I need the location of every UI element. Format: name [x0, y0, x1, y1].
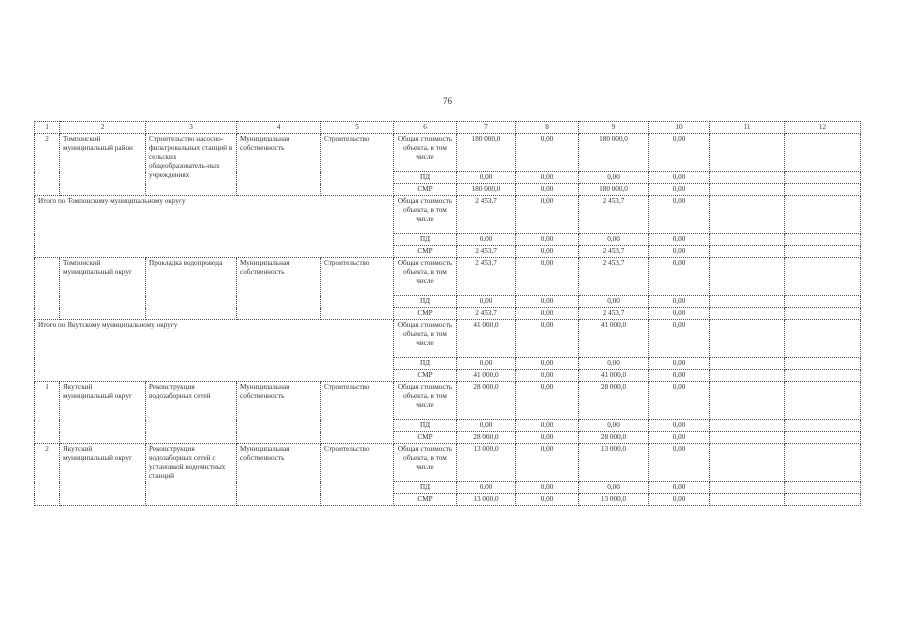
value-cell: 0,00 [516, 432, 579, 444]
value-cell: 0,00 [516, 234, 579, 246]
value-cell: 2 453,7 [579, 308, 649, 320]
value-cell: 28 000,0 [579, 432, 649, 444]
value-cell: 180 000,0 [457, 184, 516, 196]
value-cell: 0,00 [516, 444, 579, 482]
value-cell: 0,00 [579, 172, 649, 184]
empty-cell [785, 246, 861, 258]
empty-cell [785, 482, 861, 494]
value-cell: 0,00 [516, 134, 579, 172]
value-cell: 0,00 [649, 172, 710, 184]
cost-type-cell: Общая стоимость объекта, в том числе [394, 258, 457, 296]
value-cell: 0,00 [649, 184, 710, 196]
cost-type-cell: Общая стоимость объекта, в том числе [394, 134, 457, 172]
value-cell: 2 453,7 [457, 258, 516, 296]
cost-type-cell: ПД [394, 172, 457, 184]
empty-cell [785, 420, 861, 432]
cost-type-cell: ПД [394, 358, 457, 370]
value-cell: 0,00 [516, 382, 579, 420]
value-cell: 180 000,0 [579, 134, 649, 172]
value-cell: 0,00 [649, 196, 710, 234]
column-number: 8 [516, 122, 579, 134]
value-cell: 2 453,7 [579, 246, 649, 258]
empty-cell [785, 234, 861, 246]
value-cell: 0,00 [649, 432, 710, 444]
value-cell: 0,00 [649, 382, 710, 420]
municipality-cell: Якутский муниципальный округ [60, 382, 146, 444]
empty-cell [710, 494, 785, 506]
value-cell: 0,00 [457, 482, 516, 494]
value-cell: 0,00 [457, 358, 516, 370]
value-cell: 0,00 [516, 370, 579, 382]
value-cell: 0,00 [649, 358, 710, 370]
value-cell: 0,00 [579, 358, 649, 370]
cost-type-cell: СМР [394, 494, 457, 506]
empty-cell [710, 296, 785, 308]
value-cell: 0,00 [516, 494, 579, 506]
value-cell: 28 000,0 [579, 382, 649, 420]
cost-type-cell: ПД [394, 296, 457, 308]
object-name-cell: Прокладка водопровода [146, 258, 237, 320]
cost-type-cell: СМР [394, 184, 457, 196]
cost-type-cell: Общая стоимость объекта, в том числе [394, 382, 457, 420]
empty-cell [785, 258, 861, 296]
empty-cell [785, 308, 861, 320]
empty-cell [710, 172, 785, 184]
column-number: 7 [457, 122, 516, 134]
cost-type-cell: СМР [394, 370, 457, 382]
value-cell: 2 453,7 [457, 308, 516, 320]
ownership-cell: Муниципальная собственность [237, 258, 321, 320]
total-row [35, 196, 861, 234]
table-row [35, 382, 861, 420]
value-cell: 0,00 [649, 134, 710, 172]
municipality-cell: Томпонский муниципальный район [60, 134, 146, 196]
empty-cell [710, 482, 785, 494]
empty-cell [785, 382, 861, 420]
empty-cell [785, 184, 861, 196]
value-cell: 0,00 [649, 494, 710, 506]
cost-type-cell: ПД [394, 420, 457, 432]
column-number: 9 [579, 122, 649, 134]
cost-type-cell: Общая стоимость объекта, в том числе [394, 320, 457, 358]
value-cell: 41 000,0 [457, 370, 516, 382]
value-cell: 0,00 [457, 420, 516, 432]
column-number: 12 [785, 122, 861, 134]
row-number [35, 258, 60, 320]
value-cell: 28 000,0 [457, 382, 516, 420]
total-row [35, 320, 861, 358]
cost-type-cell: ПД [394, 234, 457, 246]
page-number: 76 [443, 96, 452, 106]
value-cell: 41 000,0 [579, 320, 649, 358]
cost-type-cell: СМР [394, 432, 457, 444]
column-number: 5 [321, 122, 394, 134]
column-number: 1 [35, 122, 60, 134]
empty-cell [785, 196, 861, 234]
column-number: 10 [649, 122, 710, 134]
column-number: 4 [237, 122, 321, 134]
value-cell: 0,00 [516, 246, 579, 258]
value-cell: 2 453,7 [457, 246, 516, 258]
value-cell: 0,00 [516, 258, 579, 296]
empty-cell [710, 444, 785, 482]
empty-cell [785, 494, 861, 506]
value-cell: 41 000,0 [579, 370, 649, 382]
cost-type-cell: ПД [394, 482, 457, 494]
table-row [35, 134, 861, 172]
empty-cell [785, 370, 861, 382]
empty-cell [710, 382, 785, 420]
empty-cell [785, 296, 861, 308]
value-cell: 0,00 [649, 482, 710, 494]
work-type-cell: Строительство [321, 134, 394, 196]
column-number: 6 [394, 122, 457, 134]
object-name-cell: Реконструкция водозаборных сетей с установкой водочистных станций [146, 444, 237, 506]
value-cell: 0,00 [516, 296, 579, 308]
cost-type-cell: Общая стоимость объекта, в том числе [394, 444, 457, 482]
table-row [35, 258, 861, 296]
empty-cell [710, 246, 785, 258]
value-cell: 13 000,0 [457, 494, 516, 506]
empty-cell [785, 444, 861, 482]
empty-cell [710, 320, 785, 358]
municipality-cell: Томпонский муниципальный округ [60, 258, 146, 320]
cost-type-cell: СМР [394, 246, 457, 258]
value-cell: 2 453,7 [579, 258, 649, 296]
empty-cell [710, 196, 785, 234]
ownership-cell: Муниципальная собственность [237, 444, 321, 506]
empty-cell [710, 184, 785, 196]
column-number: 2 [60, 122, 146, 134]
empty-cell [785, 432, 861, 444]
empty-cell [710, 308, 785, 320]
empty-cell [785, 172, 861, 184]
value-cell: 0,00 [516, 320, 579, 358]
value-cell: 13 000,0 [457, 444, 516, 482]
value-cell: 0,00 [516, 482, 579, 494]
value-cell: 0,00 [649, 444, 710, 482]
value-cell: 28 000,0 [457, 432, 516, 444]
object-name-cell: Реконструкция водозаборных сетей [146, 382, 237, 444]
column-number: 11 [710, 122, 785, 134]
column-number: 3 [146, 122, 237, 134]
empty-cell [710, 358, 785, 370]
municipality-cell: Якутский муниципальный округ [60, 444, 146, 506]
value-cell: 0,00 [649, 246, 710, 258]
object-name-cell: Строительство насосно-фильтровальных станций в сельских общеобразователь-ных учреждениях [146, 134, 237, 196]
value-cell: 0,00 [649, 370, 710, 382]
value-cell: 0,00 [649, 234, 710, 246]
value-cell: 0,00 [579, 296, 649, 308]
value-cell: 0,00 [516, 420, 579, 432]
empty-cell [785, 320, 861, 358]
value-cell: 180 000,0 [457, 134, 516, 172]
empty-cell [710, 370, 785, 382]
empty-cell [785, 134, 861, 172]
value-cell: 0,00 [516, 196, 579, 234]
value-cell: 13 000,0 [579, 444, 649, 482]
value-cell: 0,00 [516, 358, 579, 370]
value-cell: 0,00 [516, 308, 579, 320]
total-label: Итого по Якутскому муниципальному округу [35, 320, 394, 382]
total-label: Итого по Томпонскому муниципальному округу [35, 196, 394, 258]
row-number: 2 [35, 134, 60, 196]
value-cell: 0,00 [649, 420, 710, 432]
value-cell: 0,00 [457, 234, 516, 246]
empty-cell [785, 358, 861, 370]
column-number-row [35, 122, 861, 134]
work-type-cell: Строительство [321, 258, 394, 320]
empty-cell [710, 258, 785, 296]
value-cell: 2 453,7 [579, 196, 649, 234]
value-cell: 2 453,7 [457, 196, 516, 234]
table-row [35, 444, 861, 482]
value-cell: 0,00 [579, 234, 649, 246]
value-cell: 0,00 [457, 172, 516, 184]
value-cell: 0,00 [649, 296, 710, 308]
work-type-cell: Строительство [321, 444, 394, 506]
value-cell: 0,00 [649, 308, 710, 320]
investment-table [34, 121, 861, 506]
empty-cell [710, 420, 785, 432]
empty-cell [710, 432, 785, 444]
value-cell: 0,00 [579, 420, 649, 432]
ownership-cell: Муниципальная собственность [237, 134, 321, 196]
work-type-cell: Строительство [321, 382, 394, 444]
value-cell: 0,00 [579, 482, 649, 494]
empty-cell [710, 134, 785, 172]
empty-cell [710, 234, 785, 246]
value-cell: 180 000,0 [579, 184, 649, 196]
row-number: 2 [35, 444, 60, 506]
value-cell: 0,00 [516, 184, 579, 196]
value-cell: 13 000,0 [579, 494, 649, 506]
value-cell: 0,00 [457, 296, 516, 308]
value-cell: 0,00 [516, 172, 579, 184]
row-number: 1 [35, 382, 60, 444]
ownership-cell: Муниципальная собственность [237, 382, 321, 444]
cost-type-cell: СМР [394, 308, 457, 320]
value-cell: 0,00 [649, 320, 710, 358]
cost-type-cell: Общая стоимость объекта, в том числе [394, 196, 457, 234]
value-cell: 0,00 [649, 258, 710, 296]
value-cell: 41 000,0 [457, 320, 516, 358]
